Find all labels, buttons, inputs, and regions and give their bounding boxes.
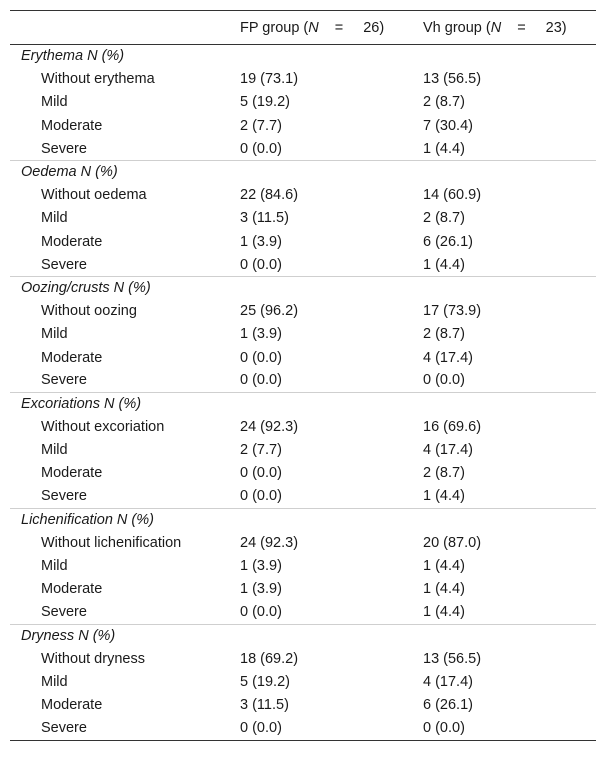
fp-value: 2 (7.7) [240,117,282,134]
table-row [10,137,596,160]
row-label: Moderate [41,465,103,482]
row-label: Without erythema [41,71,155,88]
section-title: Lichenification N (%) [10,508,596,531]
vh-value: 2 (8.7) [423,465,465,482]
table-row [10,578,596,601]
header-vh-eq: = [517,19,526,36]
fp-value: 0 (0.0) [240,717,423,740]
table-row [10,717,596,740]
fp-value: 0 (0.0) [240,256,282,273]
table-row [10,184,596,207]
row-label: Mild [41,558,68,575]
header-vh-n: N [490,19,502,36]
section-header-row [10,45,596,68]
section-title: Dryness N (%) [10,624,596,647]
table-row [10,369,596,392]
section-title: Oedema N (%) [10,160,596,183]
vh-value: 6 (26.1) [423,697,473,714]
fp-value: 0 (0.0) [240,465,282,482]
header-vh-text: Vh group ( [423,19,491,36]
fp-value: 2 (7.7) [240,442,282,459]
row-label: Without lichenification [41,535,182,552]
vh-value: 17 (73.9) [423,303,482,320]
results-table [10,10,596,741]
vh-value: 2 (8.7) [423,210,465,227]
row-label: Mild [41,442,68,459]
results-table-container [10,10,596,741]
header-fp-text: FP group ( [240,19,309,36]
table-row [10,114,596,137]
row-label: Severe [41,488,87,505]
fp-value: 24 (92.3) [240,535,299,552]
row-label: Mild [41,674,68,691]
fp-value: 0 (0.0) [240,349,282,366]
table-row [10,462,596,485]
vh-value: 13 (56.5) [423,71,482,88]
table-row [10,694,596,717]
vh-value: 7 (30.4) [423,117,473,134]
table-row [10,416,596,439]
fp-value: 0 (0.0) [240,488,282,505]
row-label: Without oozing [41,303,137,320]
vh-value: 16 (69.6) [423,419,482,436]
header-empty-cell [10,11,240,45]
header-fp-group [240,11,423,45]
table-body [10,45,596,741]
header-vh-val: 23) [545,19,567,36]
fp-value: 18 (69.2) [240,650,299,667]
row-label: Without oedema [41,187,147,204]
header-fp-eq: = [334,19,344,36]
row-label: Moderate [41,349,103,366]
header-fp-n: N [308,19,319,36]
fp-value: 5 (19.2) [240,674,290,691]
vh-value: 4 (17.4) [423,442,473,459]
section-header-row [10,392,596,415]
vh-value: 4 (17.4) [423,674,473,691]
vh-value: 14 (60.9) [423,187,482,204]
row-label: Severe [41,256,87,273]
vh-value: 1 (4.4) [423,140,465,157]
row-label: Mild [41,94,68,111]
fp-value: 1 (3.9) [240,581,282,598]
vh-value: 1 (4.4) [423,604,465,621]
table-row [10,230,596,253]
vh-value: 2 (8.7) [423,326,465,343]
fp-value: 0 (0.0) [240,140,282,157]
row-label: Moderate [41,581,103,598]
section-title: Excoriations N (%) [10,392,596,415]
header-fp-val: 26) [363,19,385,36]
section-header-row [10,160,596,183]
table-row [10,253,596,276]
row-label: Without dryness [41,650,145,667]
fp-value: 1 (3.9) [240,326,282,343]
table-row [10,671,596,694]
table-row [10,439,596,462]
table-row [10,207,596,230]
fp-value: 3 (11.5) [240,697,289,714]
section-title: Oozing/crusts N (%) [10,276,596,299]
table-row [10,555,596,578]
row-label: Without excoriation [41,419,165,436]
table-row [10,91,596,114]
table-header-row [10,11,596,45]
vh-value: 1 (4.4) [423,558,465,575]
table-row [10,601,596,624]
fp-value: 24 (92.3) [240,419,299,436]
fp-value: 0 (0.0) [240,372,282,389]
row-label: Severe [41,372,87,389]
table-row [10,531,596,554]
section-header-row [10,624,596,647]
fp-value: 19 (73.1) [240,71,299,88]
table-row [10,346,596,369]
table-row [10,647,596,670]
section-header-row [10,508,596,531]
table-row [10,300,596,323]
vh-value: 6 (26.1) [423,233,473,250]
vh-value: 20 (87.0) [423,535,482,552]
row-label: Severe [41,140,87,157]
fp-value: 5 (19.2) [240,94,290,111]
fp-value: 0 (0.0) [240,604,282,621]
vh-value: 0 (0.0) [423,372,465,389]
header-vh-group [423,11,596,45]
row-label: Moderate [41,697,103,714]
table-row [10,485,596,508]
row-label: Severe [10,717,240,740]
vh-value: 1 (4.4) [423,488,465,505]
row-label: Mild [41,326,68,343]
row-label: Mild [41,210,68,227]
row-label: Moderate [41,233,103,250]
fp-value: 25 (96.2) [240,303,299,320]
row-label: Severe [41,604,87,621]
table-row [10,68,596,91]
fp-value: 3 (11.5) [240,210,289,227]
vh-value: 2 (8.7) [423,94,465,111]
row-label: Moderate [41,117,103,134]
section-header-row [10,276,596,299]
vh-value: 1 (4.4) [423,581,465,598]
vh-value: 4 (17.4) [423,349,473,366]
vh-value: 0 (0.0) [423,717,596,740]
fp-value: 1 (3.9) [240,558,282,575]
vh-value: 13 (56.5) [423,650,482,667]
table-row [10,323,596,346]
vh-value: 1 (4.4) [423,256,465,273]
fp-value: 1 (3.9) [240,233,282,250]
fp-value: 22 (84.6) [240,187,299,204]
section-title: Erythema N (%) [21,48,125,65]
